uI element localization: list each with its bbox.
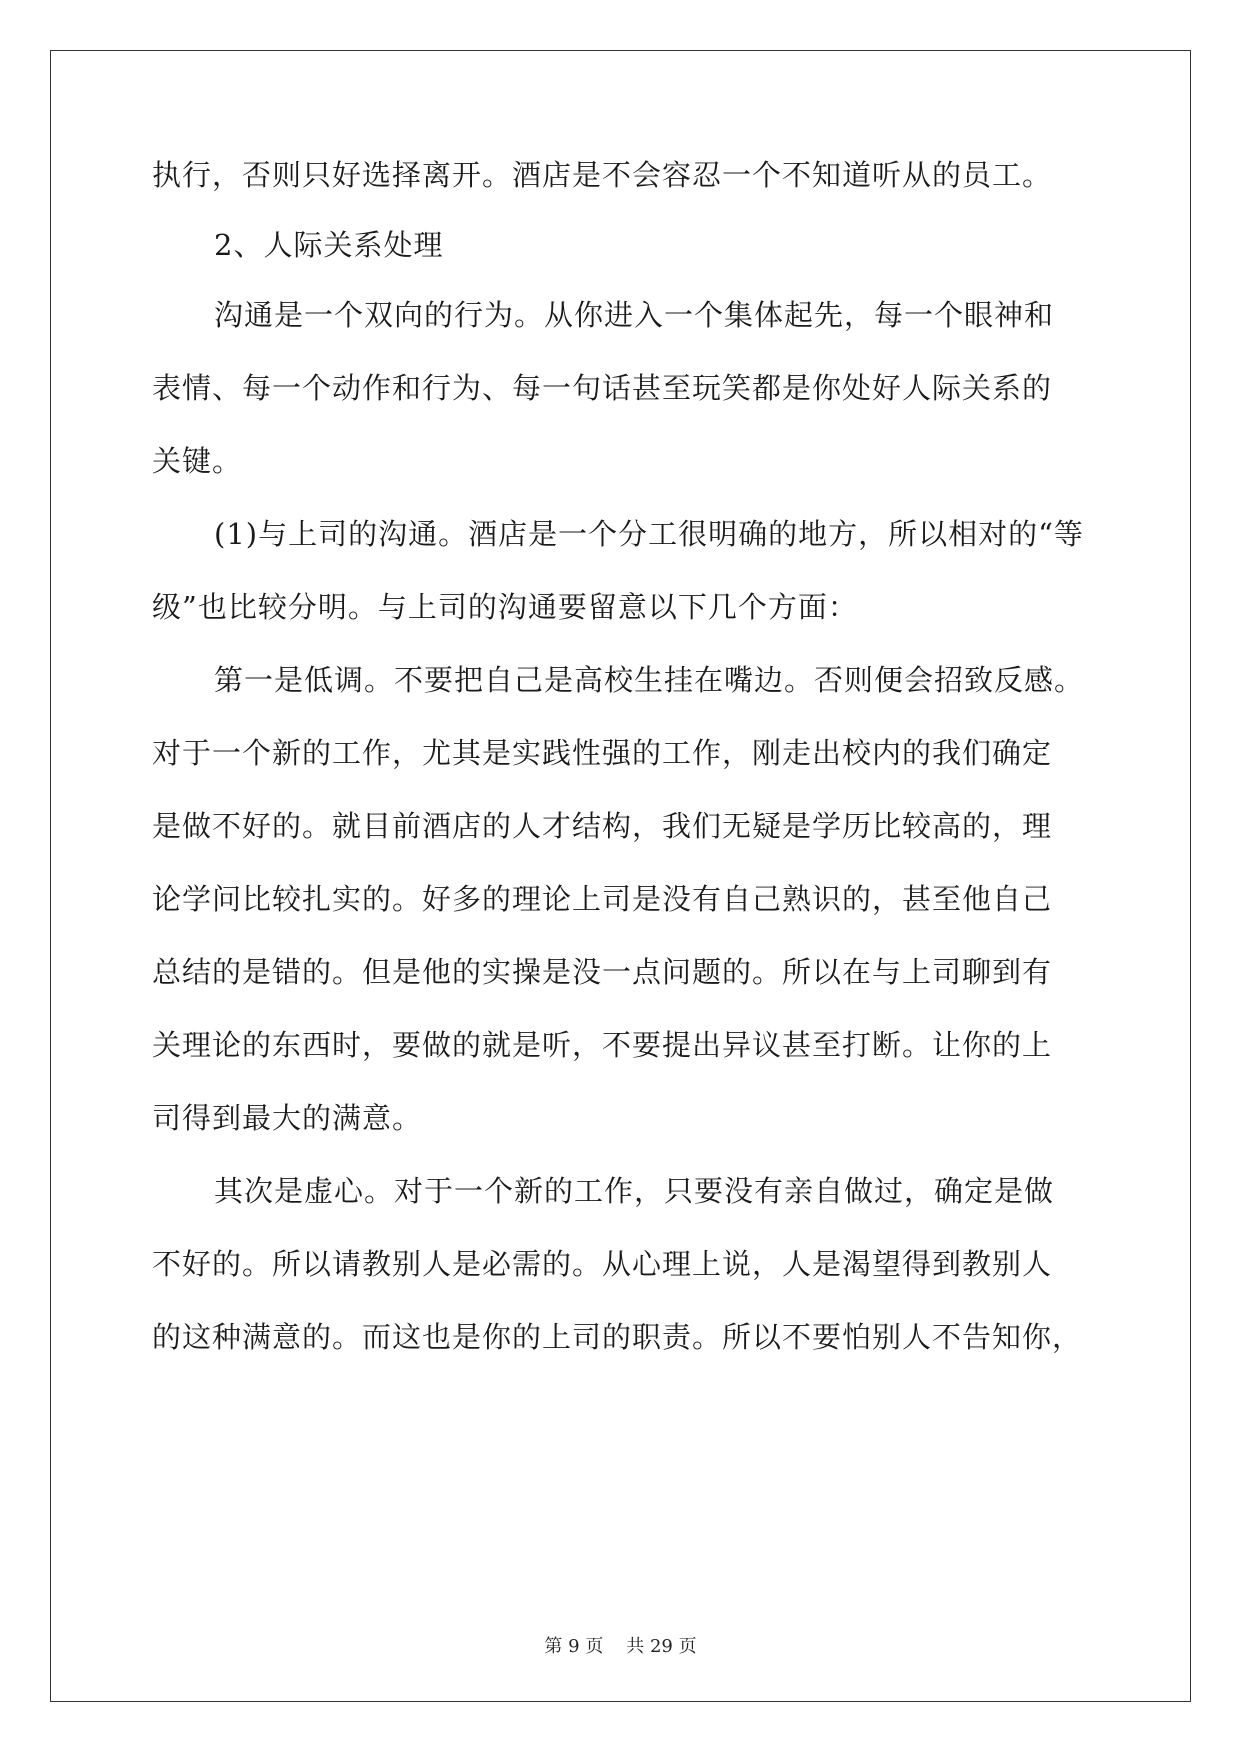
text-line: 是做不好的。就目前酒店的人才结构，我们无疑是学历比较高的，理 [152, 809, 1053, 843]
text-line: 关理论的东西时，要做的就是听，不要提出异议甚至打断。让你的上 [152, 1028, 1053, 1062]
page-total: 共 29 页 [626, 1636, 697, 1657]
text-line: 不好的。所以请教别人是必需的。从心理上说，人是渴望得到教别人 [152, 1247, 1053, 1281]
text-line: 论学问比较扎实的。好多的理论上司是没有自己熟识的，甚至他自己 [152, 882, 1053, 916]
section-heading: 2、人际关系处理 [214, 228, 444, 262]
text-line: (1)与上司的沟通。酒店是一个分工很明确的地方，所以相对的“等 [214, 517, 1084, 551]
text-line: 的这种满意的。而这也是你的上司的职责。所以不要怕别人不告知你， [152, 1320, 1083, 1354]
text-line: 司得到最大的满意。 [152, 1101, 423, 1135]
text-line: 表情、每一个动作和行为、每一句话甚至玩笑都是你处好人际关系的 [152, 371, 1053, 405]
text-line: 其次是虚心。对于一个新的工作，只要没有亲自做过，确定是做 [214, 1174, 1055, 1208]
text-line: 执行，否则只好选择离开。酒店是不会容忍一个不知道听从的员工。 [152, 158, 1053, 192]
page-footer [0, 1632, 1241, 1658]
text-line: 对于一个新的工作，尤其是实践性强的工作，刚走出校内的我们确定 [152, 736, 1053, 770]
page-number: 第 9 页 [544, 1636, 604, 1657]
text-line: 总结的是错的。但是他的实操是没一点问题的。所以在与上司聊到有 [152, 955, 1053, 989]
text-line: 沟通是一个双向的行为。从你进入一个集体起先，每一个眼神和 [214, 298, 1055, 332]
text-line: 关键。 [152, 444, 243, 478]
text-line: 级”也比较分明。与上司的沟通要留意以下几个方面： [152, 590, 858, 624]
text-line: 第一是低调。不要把自己是高校生挂在嘴边。否则便会招致反感。 [214, 663, 1085, 697]
